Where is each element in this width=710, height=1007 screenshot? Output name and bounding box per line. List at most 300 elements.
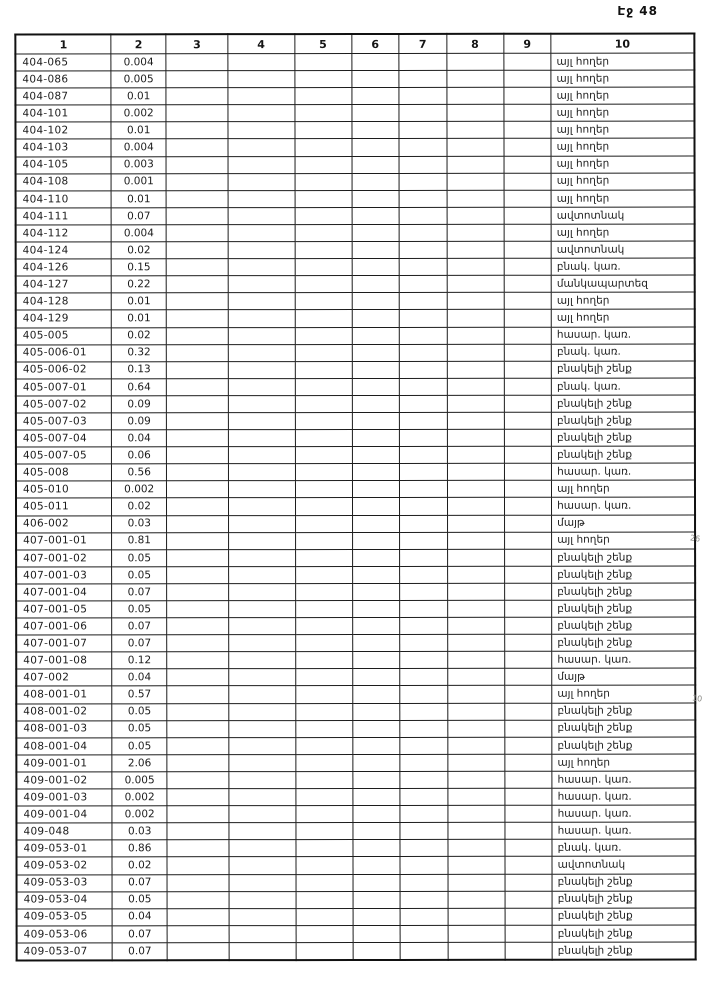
- land-use-cell: հասար. կառ.: [552, 805, 695, 822]
- empty-cell: [447, 754, 504, 771]
- value-cell: 0.002: [111, 105, 166, 122]
- code-cell: 408-001-01: [16, 686, 112, 703]
- empty-cell: [352, 327, 400, 344]
- empty-cell: [295, 361, 352, 378]
- table-header: [15, 34, 694, 54]
- empty-cell: [167, 601, 229, 618]
- empty-cell: [448, 788, 505, 805]
- table-row: [16, 190, 695, 208]
- code-cell: 404-126: [16, 259, 112, 276]
- value-cell: 0.09: [112, 413, 167, 430]
- empty-cell: [229, 515, 296, 532]
- empty-cell: [400, 925, 448, 942]
- column-header: 4: [228, 34, 295, 54]
- empty-cell: [353, 874, 401, 891]
- value-cell: 0.07: [112, 943, 167, 961]
- table-row: [16, 224, 695, 242]
- empty-cell: [352, 703, 400, 720]
- empty-cell: [447, 258, 504, 275]
- empty-cell: [400, 566, 448, 583]
- empty-cell: [295, 190, 352, 207]
- value-cell: 0.02: [111, 327, 166, 344]
- empty-cell: [352, 105, 400, 122]
- empty-cell: [167, 772, 229, 789]
- empty-cell: [504, 207, 552, 224]
- empty-cell: [447, 515, 504, 532]
- empty-cell: [446, 53, 503, 70]
- empty-cell: [295, 737, 352, 754]
- empty-cell: [504, 327, 552, 344]
- table-row: [16, 805, 695, 823]
- land-use-cell: այլ հողեր: [552, 685, 695, 702]
- empty-cell: [228, 293, 295, 310]
- empty-cell: [504, 737, 552, 754]
- table-row: [17, 891, 696, 909]
- empty-cell: [505, 857, 553, 874]
- empty-cell: [352, 412, 400, 429]
- table-row: [17, 925, 696, 943]
- empty-cell: [295, 532, 352, 549]
- empty-cell: [504, 105, 552, 122]
- table-row: [16, 378, 695, 396]
- empty-cell: [504, 361, 552, 378]
- empty-cell: [229, 891, 296, 908]
- empty-cell: [228, 225, 295, 242]
- empty-cell: [400, 617, 448, 634]
- empty-cell: [167, 618, 229, 635]
- table-row: [16, 600, 695, 618]
- empty-cell: [166, 139, 228, 156]
- empty-cell: [399, 53, 447, 70]
- empty-cell: [228, 190, 295, 207]
- land-use-cell: բնակելի շենք: [552, 874, 695, 891]
- empty-cell: [353, 857, 401, 874]
- empty-cell: [295, 703, 352, 720]
- empty-cell: [504, 395, 552, 412]
- value-cell: 0.05: [112, 549, 167, 566]
- empty-cell: [400, 823, 448, 840]
- land-use-cell: այլ հողեր: [551, 138, 694, 155]
- empty-cell: [352, 310, 400, 327]
- code-cell: 407-001-07: [16, 635, 112, 652]
- table-row: [16, 685, 695, 703]
- value-cell: 0.56: [112, 464, 167, 481]
- column-header: 6: [351, 34, 399, 54]
- empty-cell: [505, 771, 553, 788]
- empty-cell: [448, 942, 505, 960]
- empty-cell: [352, 498, 400, 515]
- empty-cell: [352, 464, 400, 481]
- empty-cell: [447, 566, 504, 583]
- value-cell: 0.05: [112, 567, 167, 584]
- empty-cell: [352, 566, 400, 583]
- empty-cell: [352, 378, 400, 395]
- empty-cell: [352, 156, 400, 173]
- land-use-cell: այլ հողեր: [551, 173, 694, 190]
- table-row: [16, 497, 695, 515]
- empty-cell: [448, 840, 505, 857]
- empty-cell: [352, 447, 400, 464]
- empty-cell: [447, 156, 504, 173]
- land-use-cell: այլ հողեր: [551, 104, 694, 121]
- empty-cell: [400, 754, 448, 771]
- table-row: [16, 737, 695, 755]
- empty-cell: [295, 224, 352, 241]
- value-cell: 0.04: [112, 908, 167, 925]
- empty-cell: [167, 925, 229, 942]
- empty-cell: [448, 874, 505, 891]
- empty-cell: [353, 823, 401, 840]
- code-cell: 409-053-01: [16, 840, 112, 857]
- empty-cell: [166, 242, 228, 259]
- empty-cell: [228, 378, 295, 395]
- table-row: [16, 480, 695, 498]
- empty-cell: [504, 566, 552, 583]
- empty-cell: [294, 54, 351, 71]
- table-row: [16, 754, 695, 772]
- empty-cell: [400, 805, 448, 822]
- value-cell: 0.86: [112, 840, 167, 857]
- land-use-cell: բնակելի շենք: [551, 361, 694, 378]
- table-row: [16, 532, 695, 550]
- value-cell: 0.004: [111, 54, 166, 71]
- empty-cell: [228, 395, 295, 412]
- code-cell: 404-102: [15, 122, 111, 139]
- value-cell: 0.06: [112, 447, 167, 464]
- empty-cell: [447, 703, 504, 720]
- table-row: [16, 651, 695, 669]
- empty-cell: [352, 481, 400, 498]
- empty-cell: [229, 925, 296, 942]
- code-cell: 407-002: [16, 669, 112, 686]
- code-cell: 407-001-02: [16, 550, 112, 567]
- land-use-cell: բնակելի շենք: [552, 908, 695, 925]
- code-cell: 405-007-01: [16, 379, 112, 396]
- empty-cell: [447, 87, 504, 104]
- empty-cell: [400, 942, 448, 960]
- empty-cell: [166, 310, 228, 327]
- empty-cell: [166, 327, 228, 344]
- empty-cell: [504, 173, 552, 190]
- land-use-cell: բնակելի շենք: [552, 737, 695, 754]
- empty-cell: [447, 378, 504, 395]
- empty-cell: [167, 430, 229, 447]
- table-row: [15, 104, 694, 122]
- empty-cell: [447, 293, 504, 310]
- code-cell: 409-053-07: [17, 943, 113, 961]
- empty-cell: [228, 344, 295, 361]
- value-cell: 0.003: [111, 156, 166, 173]
- empty-cell: [399, 241, 447, 258]
- empty-cell: [447, 737, 504, 754]
- empty-cell: [229, 806, 296, 823]
- land-use-cell: բնակ. կառ.: [551, 258, 694, 275]
- code-cell: 404-087: [15, 88, 111, 105]
- empty-cell: [229, 566, 296, 583]
- empty-cell: [447, 310, 504, 327]
- empty-cell: [504, 344, 552, 361]
- column-header: 10: [551, 34, 694, 54]
- empty-cell: [400, 891, 448, 908]
- table-row: [15, 121, 694, 139]
- table-row: [15, 53, 694, 71]
- empty-cell: [228, 430, 295, 447]
- code-cell: 409-053-04: [17, 891, 113, 908]
- empty-cell: [228, 242, 295, 259]
- empty-cell: [295, 789, 352, 806]
- empty-cell: [296, 874, 353, 891]
- empty-cell: [229, 652, 296, 669]
- empty-cell: [166, 208, 228, 225]
- empty-cell: [294, 105, 351, 122]
- empty-cell: [167, 464, 229, 481]
- empty-cell: [351, 53, 399, 70]
- empty-cell: [166, 293, 228, 310]
- cadastre-table: [14, 33, 696, 962]
- empty-cell: [400, 464, 448, 481]
- empty-cell: [228, 156, 295, 173]
- handwritten-margin-note: 26: [689, 533, 701, 544]
- value-cell: 0.005: [112, 772, 167, 789]
- empty-cell: [447, 344, 504, 361]
- empty-cell: [352, 515, 400, 532]
- empty-cell: [294, 88, 351, 105]
- table-row: [15, 70, 694, 88]
- empty-cell: [352, 532, 400, 549]
- table-row: [16, 788, 695, 806]
- empty-cell: [229, 772, 296, 789]
- empty-cell: [400, 737, 448, 754]
- empty-cell: [399, 173, 447, 190]
- empty-cell: [166, 173, 228, 190]
- empty-cell: [166, 71, 228, 88]
- empty-cell: [295, 327, 352, 344]
- value-cell: 0.01: [111, 293, 166, 310]
- empty-cell: [228, 71, 295, 88]
- land-use-cell: այլ հողեր: [551, 121, 694, 138]
- empty-cell: [352, 173, 400, 190]
- empty-cell: [504, 156, 552, 173]
- land-use-cell: այլ հողեր: [552, 480, 695, 497]
- table-row: [16, 156, 695, 174]
- empty-cell: [295, 156, 352, 173]
- empty-cell: [229, 737, 296, 754]
- empty-cell: [504, 600, 552, 617]
- empty-cell: [229, 549, 296, 566]
- empty-cell: [400, 600, 448, 617]
- land-use-cell: բնակ. կառ.: [551, 378, 694, 395]
- empty-cell: [296, 908, 353, 925]
- table-row: [16, 446, 695, 464]
- empty-cell: [228, 481, 295, 498]
- empty-cell: [295, 207, 352, 224]
- empty-cell: [167, 498, 229, 515]
- empty-cell: [399, 276, 447, 293]
- empty-cell: [229, 635, 296, 652]
- empty-cell: [294, 71, 351, 88]
- land-use-cell: բնակելի շենք: [552, 429, 695, 446]
- empty-cell: [352, 395, 400, 412]
- value-cell: 0.01: [111, 191, 166, 208]
- empty-cell: [504, 686, 552, 703]
- empty-cell: [352, 190, 400, 207]
- empty-cell: [167, 413, 229, 430]
- empty-cell: [400, 908, 448, 925]
- land-use-cell: բնակելի շենք: [552, 412, 695, 429]
- value-cell: 0.22: [111, 276, 166, 293]
- empty-cell: [353, 925, 401, 942]
- empty-cell: [229, 703, 296, 720]
- empty-cell: [448, 805, 505, 822]
- code-cell: 404-108: [16, 173, 112, 190]
- empty-cell: [400, 703, 448, 720]
- land-use-cell: բնակ. կառ.: [551, 344, 694, 361]
- land-use-cell: բնակելի շենք: [552, 703, 695, 720]
- empty-cell: [295, 139, 352, 156]
- empty-cell: [167, 515, 229, 532]
- empty-cell: [505, 891, 553, 908]
- land-use-cell: մանկապարտեզ: [551, 275, 694, 292]
- empty-cell: [295, 549, 352, 566]
- table-row: [16, 549, 695, 567]
- empty-cell: [167, 857, 229, 874]
- empty-cell: [228, 139, 295, 156]
- value-cell: 0.07: [111, 208, 166, 225]
- land-use-cell: բնակ. կառ.: [552, 839, 695, 856]
- empty-cell: [352, 276, 400, 293]
- empty-cell: [447, 241, 504, 258]
- table-row: [16, 395, 695, 413]
- empty-cell: [399, 156, 447, 173]
- empty-cell: [400, 686, 448, 703]
- empty-cell: [228, 173, 295, 190]
- land-use-cell: բնակելի շենք: [552, 634, 695, 651]
- empty-cell: [504, 258, 552, 275]
- code-cell: 409-053-02: [17, 857, 113, 874]
- empty-cell: [352, 720, 400, 737]
- table-row: [16, 138, 695, 156]
- empty-cell: [295, 720, 352, 737]
- empty-cell: [504, 241, 552, 258]
- value-cell: 0.04: [112, 669, 167, 686]
- empty-cell: [295, 481, 352, 498]
- empty-cell: [504, 275, 552, 292]
- empty-cell: [352, 361, 400, 378]
- value-cell: 0.02: [112, 857, 167, 874]
- empty-cell: [399, 139, 447, 156]
- empty-cell: [166, 156, 228, 173]
- page-number: Էջ 48: [617, 4, 658, 18]
- empty-cell: [295, 344, 352, 361]
- empty-cell: [448, 857, 505, 874]
- empty-cell: [295, 823, 352, 840]
- empty-cell: [447, 122, 504, 139]
- empty-cell: [447, 173, 504, 190]
- empty-cell: [229, 720, 296, 737]
- empty-cell: [295, 378, 352, 395]
- empty-cell: [353, 891, 401, 908]
- empty-cell: [295, 464, 352, 481]
- empty-cell: [295, 686, 352, 703]
- value-cell: 0.81: [112, 532, 167, 549]
- value-cell: 0.001: [111, 173, 166, 190]
- empty-cell: [167, 361, 229, 378]
- empty-cell: [295, 601, 352, 618]
- empty-cell: [352, 652, 400, 669]
- empty-cell: [167, 686, 229, 703]
- empty-cell: [505, 805, 553, 822]
- empty-cell: [229, 669, 296, 686]
- empty-cell: [399, 207, 447, 224]
- table-row: [16, 361, 695, 379]
- empty-cell: [295, 635, 352, 652]
- empty-cell: [167, 755, 229, 772]
- value-cell: 0.05: [112, 703, 167, 720]
- empty-cell: [447, 190, 504, 207]
- empty-cell: [400, 635, 448, 652]
- empty-cell: [295, 498, 352, 515]
- empty-cell: [448, 908, 505, 925]
- empty-cell: [505, 822, 553, 839]
- value-cell: 0.03: [112, 515, 167, 532]
- empty-cell: [505, 840, 553, 857]
- empty-cell: [295, 652, 352, 669]
- empty-cell: [448, 823, 505, 840]
- empty-cell: [167, 344, 229, 361]
- code-cell: 407-001-08: [16, 652, 112, 669]
- empty-cell: [295, 583, 352, 600]
- land-use-cell: բնակելի շենք: [551, 395, 694, 412]
- empty-cell: [352, 686, 400, 703]
- empty-cell: [295, 618, 352, 635]
- empty-cell: [228, 464, 295, 481]
- code-cell: 407-001-04: [16, 584, 112, 601]
- empty-cell: [295, 276, 352, 293]
- code-cell: 405-011: [16, 498, 112, 515]
- empty-cell: [352, 635, 400, 652]
- empty-cell: [400, 583, 448, 600]
- empty-cell: [167, 823, 229, 840]
- empty-cell: [228, 447, 295, 464]
- code-cell: 405-005: [16, 327, 112, 344]
- value-cell: 0.07: [112, 584, 167, 601]
- land-use-cell: մայթ: [552, 515, 695, 532]
- value-cell: 0.002: [112, 789, 167, 806]
- empty-cell: [447, 464, 504, 481]
- code-cell: 407-001-06: [16, 618, 112, 635]
- value-cell: 0.01: [111, 310, 166, 327]
- empty-cell: [447, 207, 504, 224]
- empty-cell: [228, 276, 295, 293]
- empty-cell: [447, 139, 504, 156]
- empty-cell: [504, 412, 552, 429]
- handwritten-margin-note: 10: [691, 693, 703, 704]
- land-use-cell: այլ հողեր: [551, 224, 694, 241]
- land-use-cell: հասար. կառ.: [551, 327, 694, 344]
- empty-cell: [399, 395, 447, 412]
- empty-cell: [352, 430, 400, 447]
- value-cell: 0.05: [112, 601, 167, 618]
- empty-cell: [228, 259, 295, 276]
- empty-cell: [448, 925, 505, 942]
- empty-cell: [352, 806, 400, 823]
- empty-cell: [447, 395, 504, 412]
- empty-cell: [448, 891, 505, 908]
- empty-cell: [352, 754, 400, 771]
- empty-cell: [400, 515, 448, 532]
- empty-cell: [229, 532, 296, 549]
- land-use-cell: հասար. կառ.: [552, 497, 695, 514]
